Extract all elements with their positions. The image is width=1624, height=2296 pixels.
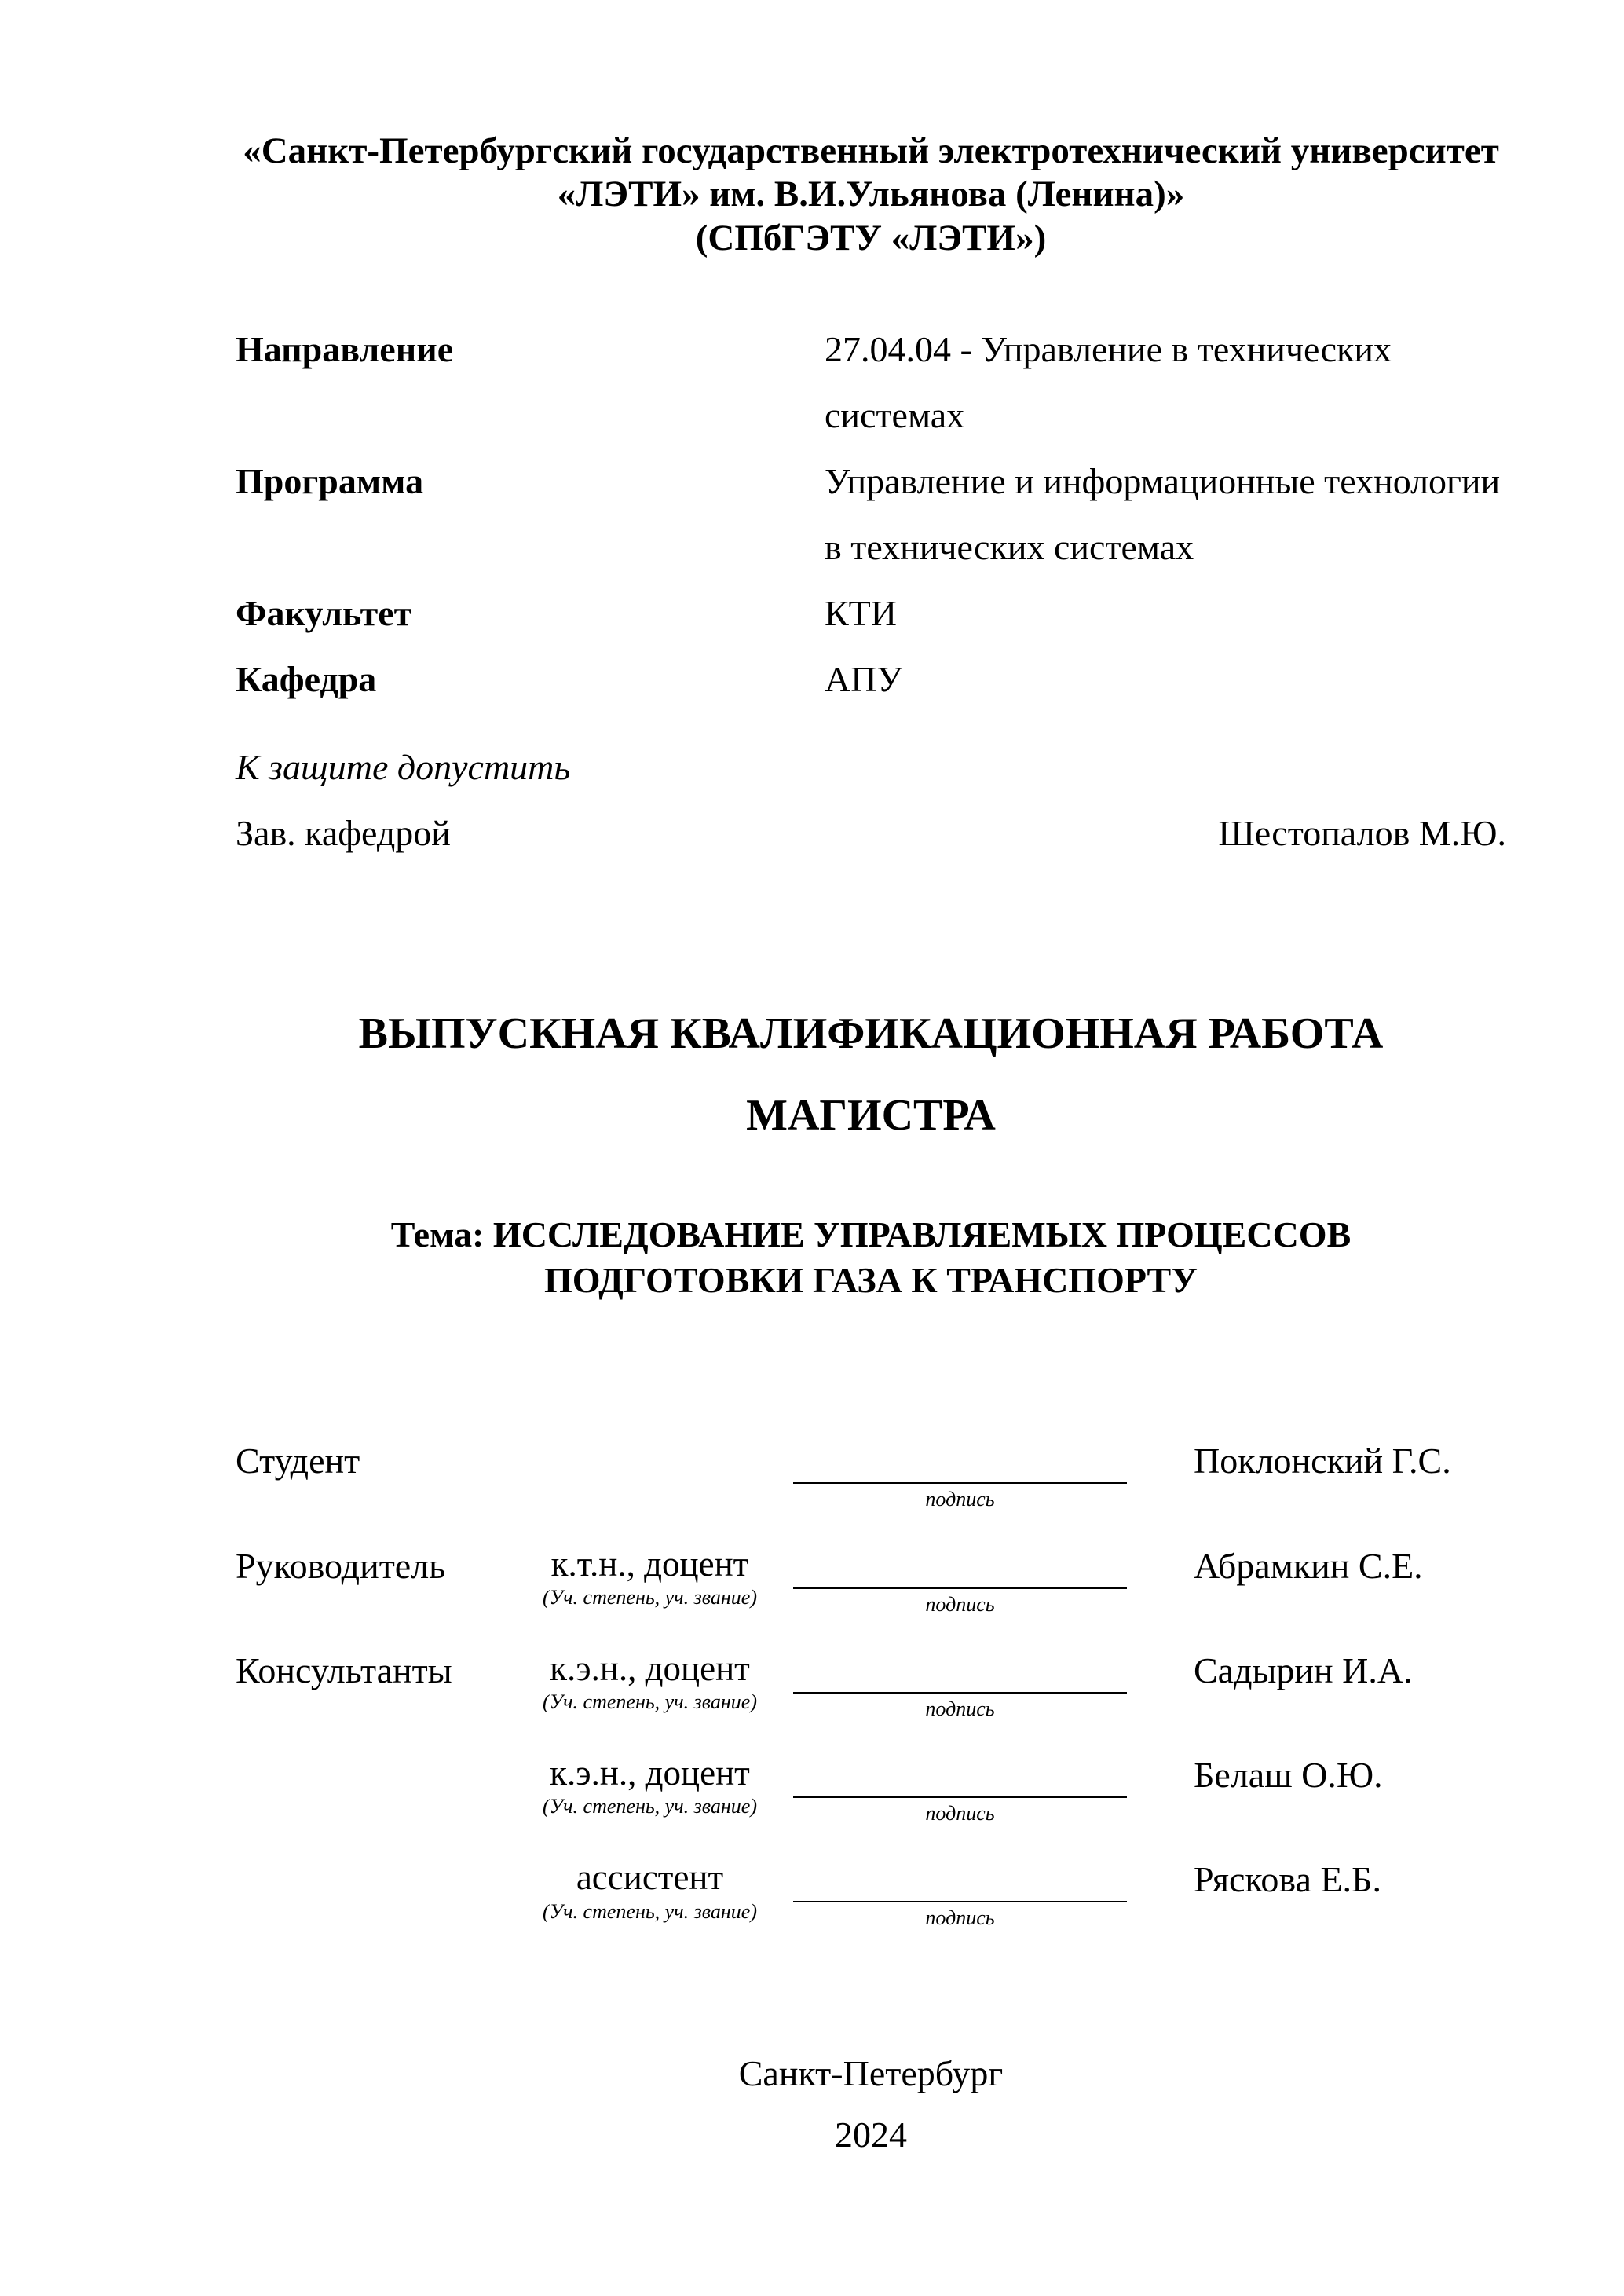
info-label-faculty: Факультет (236, 593, 412, 634)
signature-caption: подпись (925, 1488, 995, 1511)
signature-name: Садырин И.А. (1194, 1650, 1413, 1690)
signature-role: Консультанты (236, 1650, 452, 1690)
footer-year: 2024 (835, 2115, 907, 2155)
info-value-faculty: КТИ (825, 593, 897, 634)
info-value-department: АПУ (825, 659, 903, 700)
signature-degree: ассистент (576, 1858, 724, 1898)
signature-line (793, 1440, 1127, 1484)
degree-caption: (Уч. степень, уч. звание) (543, 1586, 757, 1609)
admission-phrase: К защите допустить (236, 747, 571, 788)
signature-name: Поклонский Г.С. (1194, 1441, 1451, 1481)
department-head-label: Зав. кафедрой (236, 813, 451, 854)
signature-caption: подпись (925, 1697, 995, 1720)
signature-name: Абрамкин С.Е. (1194, 1545, 1423, 1586)
signature-name: Белаш О.Ю. (1194, 1754, 1383, 1795)
signature-line-cell (777, 1440, 1139, 1511)
signature-row-consultant-3 (236, 1858, 1506, 1930)
work-title-line1: ВЫПУСКНАЯ КВАЛИФИКАЦИОННАЯ РАБОТА (358, 1009, 1384, 1059)
topic-line2: ПОДГОТОВКИ ГАЗА К ТРАНСПОРТУ (544, 1259, 1198, 1300)
info-label-department: Кафедра (236, 659, 377, 700)
admission-block (236, 734, 1506, 866)
signature-role: Руководитель (236, 1545, 446, 1586)
signature-caption: подпись (925, 1801, 995, 1825)
department-head-row (236, 800, 1506, 866)
signature-degree-cell (522, 1858, 777, 1924)
signature-row-student (236, 1440, 1506, 1511)
signature-degree-cell (522, 1650, 777, 1715)
signature-line (793, 1650, 1127, 1694)
signature-row-consultant-1 (236, 1650, 1506, 1721)
work-title-line2: МАГИСТРА (746, 1091, 996, 1141)
signature-caption: подпись (925, 1592, 995, 1616)
degree-caption: (Уч. степень, уч. звание) (543, 1795, 757, 1818)
signature-role: Студент (236, 1441, 360, 1481)
info-value-program: Управление и информационные технологии в технических системах (825, 461, 1501, 568)
signature-name: Ряскова Е.Б. (1194, 1859, 1381, 1900)
signature-caption: подпись (925, 1906, 995, 1930)
signature-line-cell (777, 1754, 1139, 1825)
department-head-name: Шестопалов М.Ю. (1218, 813, 1506, 854)
info-label-direction: Направление (236, 329, 454, 370)
signature-line (793, 1754, 1127, 1798)
degree-caption: (Уч. степень, уч. звание) (543, 1690, 757, 1714)
topic-line1: Тема: ИССЛЕДОВАНИЕ УПРАВЛЯЕМЫХ ПРОЦЕССОВ (390, 1214, 1352, 1255)
signature-line-cell (777, 1858, 1139, 1930)
signature-degree-cell (522, 1754, 777, 1819)
info-label-program: Программа (236, 461, 424, 502)
university-abbreviation: (СПбГЭТУ «ЛЭТИ») (695, 217, 1047, 258)
signature-row-supervisor (236, 1545, 1506, 1617)
topic-block (236, 1212, 1506, 1302)
work-title (236, 1009, 1506, 1141)
signature-degree: к.э.н., доцент (550, 1752, 750, 1792)
university-header (236, 130, 1506, 260)
program-info (236, 317, 1506, 712)
info-value-direction: 27.04.04 - Управление в технических системах (825, 329, 1392, 436)
signature-line-cell (777, 1545, 1139, 1617)
signature-degree: к.т.н., доцент (550, 1543, 749, 1584)
signature-row-consultant-2 (236, 1754, 1506, 1825)
degree-caption: (Уч. степень, уч. звание) (543, 1899, 757, 1923)
signature-line (793, 1858, 1127, 1902)
university-name-line1: «Санкт-Петербургский государственный электротехнический университет (243, 130, 1499, 171)
footer-city: Санкт-Петербург (738, 2053, 1004, 2094)
signatures-block (236, 1440, 1506, 1930)
footer (236, 2053, 1506, 2155)
university-name-line2: «ЛЭТИ» им. В.И.Ульянова (Ленина)» (557, 174, 1185, 215)
signature-degree: к.э.н., доцент (550, 1648, 750, 1688)
signature-line (793, 1545, 1127, 1589)
signature-degree-cell (522, 1545, 777, 1610)
signature-line-cell (777, 1650, 1139, 1721)
